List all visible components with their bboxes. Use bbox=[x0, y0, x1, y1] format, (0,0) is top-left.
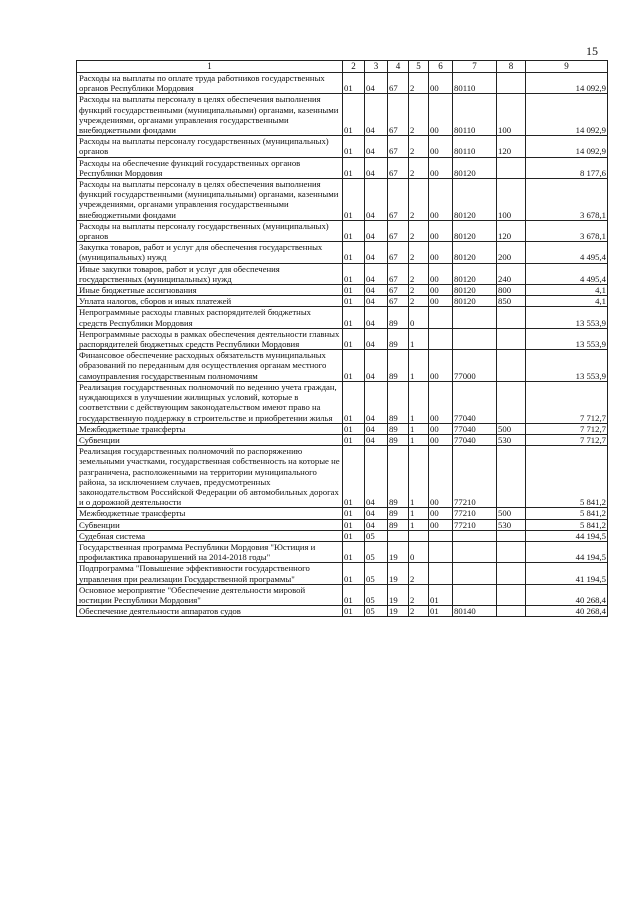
row-code-cell: 01 bbox=[343, 94, 365, 136]
column-header: 4 bbox=[388, 61, 409, 73]
row-code-cell: 77210 bbox=[453, 446, 497, 508]
row-code-cell: 05 bbox=[365, 563, 388, 584]
row-name-cell: Уплата налогов, сборов и иных платежей bbox=[77, 296, 343, 307]
row-code-cell: 01 bbox=[343, 541, 365, 562]
row-code-cell: 01 bbox=[343, 179, 365, 221]
table-row bbox=[77, 584, 608, 605]
row-name-cell: Субвенции bbox=[77, 434, 343, 445]
row-code-cell: 530 bbox=[497, 519, 526, 530]
column-header: 6 bbox=[429, 61, 453, 73]
row-code-cell: 04 bbox=[365, 94, 388, 136]
row-code-cell: 01 bbox=[343, 446, 365, 508]
row-code-cell: 01 bbox=[343, 220, 365, 241]
row-code-cell: 77040 bbox=[453, 423, 497, 434]
row-amount-cell: 5 841,2 bbox=[526, 508, 608, 519]
row-code-cell: 77000 bbox=[453, 350, 497, 382]
row-code-cell: 00 bbox=[429, 423, 453, 434]
row-name-cell: Судебная система bbox=[77, 530, 343, 541]
row-code-cell: 01 bbox=[343, 285, 365, 296]
row-code-cell: 04 bbox=[365, 179, 388, 221]
row-code-cell bbox=[497, 381, 526, 423]
row-amount-cell: 7 712,7 bbox=[526, 434, 608, 445]
row-name-cell: Государственная программа Республики Мордовия "Юстиция и профилактика правонарушений на 2014-2018 годы" bbox=[77, 541, 343, 562]
row-name-cell: Непрограммные расходы главных распорядителей бюджетных средств Республики Мордовия bbox=[77, 307, 343, 328]
row-code-cell: 01 bbox=[343, 307, 365, 328]
row-amount-cell: 14 092,9 bbox=[526, 73, 608, 94]
row-name-cell: Реализация государственных полномочий по распоряжению земельными участками, государственная собственность на которые не разграничена, расположенными на территории муниципального района, за исключением случаев, предусмотренных законодательством Российской Федерации об автомобильных дорогах и о дорожной деятельности bbox=[77, 446, 343, 508]
row-code-cell: 19 bbox=[388, 541, 409, 562]
row-code-cell: 01 bbox=[343, 519, 365, 530]
row-code-cell: 67 bbox=[388, 220, 409, 241]
row-code-cell: 05 bbox=[365, 606, 388, 617]
row-amount-cell: 40 268,4 bbox=[526, 606, 608, 617]
row-code-cell: 01 bbox=[343, 136, 365, 157]
row-code-cell: 80120 bbox=[453, 220, 497, 241]
row-code-cell: 80120 bbox=[453, 157, 497, 178]
table-row bbox=[77, 446, 608, 508]
row-code-cell: 00 bbox=[429, 446, 453, 508]
row-amount-cell: 3 678,1 bbox=[526, 220, 608, 241]
row-amount-cell: 4 495,4 bbox=[526, 263, 608, 284]
row-code-cell bbox=[409, 530, 429, 541]
row-code-cell: 120 bbox=[497, 220, 526, 241]
row-code-cell: 100 bbox=[497, 179, 526, 221]
table-row bbox=[77, 73, 608, 94]
row-code-cell: 1 bbox=[409, 381, 429, 423]
table-row bbox=[77, 179, 608, 221]
row-name-cell: Расходы на выплаты персоналу в целях обеспечения выполнения функций государственными (муниципальными) органами, казенными учреждениями, органами управления государственными внебюджетными фондами bbox=[77, 179, 343, 221]
row-code-cell: 80110 bbox=[453, 94, 497, 136]
row-amount-cell: 14 092,9 bbox=[526, 94, 608, 136]
table-row bbox=[77, 434, 608, 445]
row-code-cell: 2 bbox=[409, 242, 429, 263]
row-code-cell: 00 bbox=[429, 179, 453, 221]
row-code-cell: 0 bbox=[409, 541, 429, 562]
row-code-cell bbox=[453, 563, 497, 584]
row-code-cell: 04 bbox=[365, 157, 388, 178]
row-code-cell: 89 bbox=[388, 328, 409, 349]
row-code-cell: 01 bbox=[343, 263, 365, 284]
column-header: 1 bbox=[77, 61, 343, 73]
row-name-cell: Межбюджетные трансферты bbox=[77, 423, 343, 434]
row-code-cell: 04 bbox=[365, 263, 388, 284]
row-code-cell: 2 bbox=[409, 136, 429, 157]
table-row bbox=[77, 285, 608, 296]
row-code-cell: 67 bbox=[388, 296, 409, 307]
row-code-cell: 04 bbox=[365, 434, 388, 445]
row-code-cell bbox=[453, 307, 497, 328]
row-code-cell: 2 bbox=[409, 94, 429, 136]
row-code-cell bbox=[429, 307, 453, 328]
row-amount-cell: 4,1 bbox=[526, 296, 608, 307]
row-code-cell: 04 bbox=[365, 446, 388, 508]
row-code-cell bbox=[497, 606, 526, 617]
row-code-cell: 1 bbox=[409, 423, 429, 434]
row-code-cell: 00 bbox=[429, 508, 453, 519]
row-code-cell: 67 bbox=[388, 242, 409, 263]
table-row bbox=[77, 242, 608, 263]
row-code-cell: 01 bbox=[343, 73, 365, 94]
row-code-cell: 01 bbox=[343, 530, 365, 541]
column-header: 2 bbox=[343, 61, 365, 73]
column-header: 7 bbox=[453, 61, 497, 73]
row-code-cell bbox=[453, 584, 497, 605]
row-code-cell: 00 bbox=[429, 519, 453, 530]
column-header: 9 bbox=[526, 61, 608, 73]
row-code-cell: 01 bbox=[343, 508, 365, 519]
row-code-cell: 01 bbox=[429, 584, 453, 605]
row-code-cell bbox=[497, 530, 526, 541]
row-code-cell: 77210 bbox=[453, 519, 497, 530]
row-name-cell: Расходы на выплаты персоналу государственных (муниципальных) органов bbox=[77, 136, 343, 157]
row-name-cell: Расходы на выплаты по оплате труда работников государственных органов Республики Мордовия bbox=[77, 73, 343, 94]
row-code-cell: 00 bbox=[429, 381, 453, 423]
row-code-cell: 0 bbox=[409, 307, 429, 328]
row-code-cell: 80140 bbox=[453, 606, 497, 617]
column-header: 8 bbox=[497, 61, 526, 73]
row-code-cell: 01 bbox=[343, 584, 365, 605]
row-code-cell: 04 bbox=[365, 73, 388, 94]
row-code-cell: 00 bbox=[429, 242, 453, 263]
row-code-cell: 2 bbox=[409, 220, 429, 241]
row-code-cell bbox=[429, 541, 453, 562]
table-row bbox=[77, 350, 608, 382]
row-code-cell: 01 bbox=[343, 423, 365, 434]
row-code-cell: 04 bbox=[365, 136, 388, 157]
row-code-cell: 100 bbox=[497, 94, 526, 136]
table-row bbox=[77, 541, 608, 562]
row-code-cell: 2 bbox=[409, 296, 429, 307]
row-amount-cell: 40 268,4 bbox=[526, 584, 608, 605]
row-code-cell: 1 bbox=[409, 519, 429, 530]
row-code-cell: 01 bbox=[343, 381, 365, 423]
row-amount-cell: 44 194,5 bbox=[526, 530, 608, 541]
row-code-cell: 500 bbox=[497, 423, 526, 434]
row-code-cell: 04 bbox=[365, 285, 388, 296]
row-code-cell: 2 bbox=[409, 263, 429, 284]
row-code-cell: 00 bbox=[429, 220, 453, 241]
row-amount-cell: 8 177,6 bbox=[526, 157, 608, 178]
table-header-row bbox=[77, 61, 608, 73]
row-code-cell bbox=[497, 446, 526, 508]
row-code-cell bbox=[429, 563, 453, 584]
row-name-cell: Расходы на выплаты персоналу государственных (муниципальных) органов bbox=[77, 220, 343, 241]
row-code-cell: 2 bbox=[409, 285, 429, 296]
row-code-cell: 80110 bbox=[453, 136, 497, 157]
row-code-cell: 80110 bbox=[453, 73, 497, 94]
row-code-cell: 05 bbox=[365, 584, 388, 605]
table-row bbox=[77, 381, 608, 423]
row-code-cell: 67 bbox=[388, 179, 409, 221]
row-amount-cell: 5 841,2 bbox=[526, 446, 608, 508]
row-code-cell: 80120 bbox=[453, 179, 497, 221]
row-code-cell bbox=[453, 328, 497, 349]
row-name-cell: Расходы на обеспечение функций государственных органов Республики Мордовия bbox=[77, 157, 343, 178]
row-name-cell: Непрограммные расходы в рамках обеспечения деятельности главных распорядителей бюджетных средств Республики Мордовия bbox=[77, 328, 343, 349]
row-code-cell: 04 bbox=[365, 307, 388, 328]
row-code-cell: 19 bbox=[388, 563, 409, 584]
row-code-cell: 67 bbox=[388, 94, 409, 136]
row-code-cell: 04 bbox=[365, 423, 388, 434]
row-amount-cell: 7 712,7 bbox=[526, 381, 608, 423]
row-code-cell: 01 bbox=[429, 606, 453, 617]
row-code-cell: 240 bbox=[497, 263, 526, 284]
row-code-cell bbox=[388, 530, 409, 541]
row-code-cell bbox=[497, 541, 526, 562]
row-code-cell: 01 bbox=[343, 242, 365, 263]
table-row bbox=[77, 563, 608, 584]
row-code-cell: 04 bbox=[365, 220, 388, 241]
row-code-cell: 00 bbox=[429, 136, 453, 157]
row-code-cell: 200 bbox=[497, 242, 526, 263]
row-code-cell: 2 bbox=[409, 179, 429, 221]
row-code-cell: 67 bbox=[388, 136, 409, 157]
row-amount-cell: 14 092,9 bbox=[526, 136, 608, 157]
row-amount-cell: 13 553,9 bbox=[526, 328, 608, 349]
row-code-cell: 2 bbox=[409, 157, 429, 178]
row-code-cell bbox=[453, 541, 497, 562]
row-name-cell: Расходы на выплаты персоналу в целях обеспечения выполнения функций государственными (муниципальными) органами, казенными учреждениями, органами управления государственными внебюджетными фондами bbox=[77, 94, 343, 136]
row-code-cell: 05 bbox=[365, 530, 388, 541]
row-amount-cell: 4 495,4 bbox=[526, 242, 608, 263]
budget-table bbox=[76, 60, 608, 617]
row-code-cell bbox=[453, 530, 497, 541]
row-code-cell bbox=[497, 73, 526, 94]
row-code-cell bbox=[497, 157, 526, 178]
row-code-cell: 00 bbox=[429, 73, 453, 94]
table-row bbox=[77, 530, 608, 541]
row-code-cell: 89 bbox=[388, 508, 409, 519]
row-code-cell: 67 bbox=[388, 263, 409, 284]
row-amount-cell: 13 553,9 bbox=[526, 350, 608, 382]
row-code-cell: 89 bbox=[388, 307, 409, 328]
row-code-cell: 00 bbox=[429, 94, 453, 136]
row-name-cell: Межбюджетные трансферты bbox=[77, 508, 343, 519]
table-row bbox=[77, 423, 608, 434]
page-number: 15 bbox=[586, 44, 598, 58]
row-amount-cell: 5 841,2 bbox=[526, 519, 608, 530]
table-row bbox=[77, 328, 608, 349]
row-code-cell: 80120 bbox=[453, 242, 497, 263]
table-row bbox=[77, 263, 608, 284]
row-code-cell: 89 bbox=[388, 434, 409, 445]
row-code-cell bbox=[497, 350, 526, 382]
row-code-cell: 850 bbox=[497, 296, 526, 307]
row-code-cell: 89 bbox=[388, 519, 409, 530]
row-code-cell: 00 bbox=[429, 434, 453, 445]
row-name-cell: Субвенции bbox=[77, 519, 343, 530]
table-row bbox=[77, 296, 608, 307]
row-code-cell: 89 bbox=[388, 381, 409, 423]
table-row bbox=[77, 519, 608, 530]
row-code-cell bbox=[429, 328, 453, 349]
table-row bbox=[77, 220, 608, 241]
row-code-cell: 04 bbox=[365, 296, 388, 307]
row-amount-cell: 13 553,9 bbox=[526, 307, 608, 328]
row-name-cell: Подпрограмма "Повышение эффективности государственного управления при реализации Государственной программы" bbox=[77, 563, 343, 584]
row-code-cell: 67 bbox=[388, 285, 409, 296]
row-name-cell: Иные бюджетные ассигнования bbox=[77, 285, 343, 296]
table-body bbox=[77, 73, 608, 617]
row-code-cell: 1 bbox=[409, 434, 429, 445]
row-code-cell: 67 bbox=[388, 73, 409, 94]
row-code-cell: 1 bbox=[409, 508, 429, 519]
table-row bbox=[77, 606, 608, 617]
row-code-cell: 89 bbox=[388, 423, 409, 434]
row-code-cell: 1 bbox=[409, 446, 429, 508]
table-row bbox=[77, 307, 608, 328]
row-code-cell: 01 bbox=[343, 328, 365, 349]
row-code-cell: 120 bbox=[497, 136, 526, 157]
row-code-cell: 1 bbox=[409, 328, 429, 349]
row-code-cell: 01 bbox=[343, 350, 365, 382]
row-code-cell: 04 bbox=[365, 508, 388, 519]
row-code-cell: 19 bbox=[388, 584, 409, 605]
row-code-cell: 80120 bbox=[453, 263, 497, 284]
row-name-cell: Закупка товаров, работ и услуг для обеспечения государственных (муниципальных) нужд bbox=[77, 242, 343, 263]
row-code-cell: 01 bbox=[343, 606, 365, 617]
row-code-cell: 2 bbox=[409, 73, 429, 94]
row-code-cell: 800 bbox=[497, 285, 526, 296]
row-code-cell: 04 bbox=[365, 381, 388, 423]
row-code-cell bbox=[429, 530, 453, 541]
row-code-cell: 89 bbox=[388, 446, 409, 508]
row-code-cell: 1 bbox=[409, 350, 429, 382]
table-row bbox=[77, 157, 608, 178]
row-code-cell: 80120 bbox=[453, 285, 497, 296]
table-row bbox=[77, 136, 608, 157]
row-code-cell: 04 bbox=[365, 350, 388, 382]
table-row bbox=[77, 94, 608, 136]
row-amount-cell: 4,1 bbox=[526, 285, 608, 296]
row-code-cell: 00 bbox=[429, 350, 453, 382]
column-header: 3 bbox=[365, 61, 388, 73]
row-name-cell: Реализация государственных полномочий по ведению учета граждан, нуждающихся в улучшении жилищных условий, которые в соответствии с действующим законодательством имеют право на государственную поддержку в строительстве и приобретении жилья bbox=[77, 381, 343, 423]
row-code-cell bbox=[497, 328, 526, 349]
row-code-cell bbox=[497, 307, 526, 328]
row-code-cell: 05 bbox=[365, 541, 388, 562]
row-code-cell: 2 bbox=[409, 563, 429, 584]
row-amount-cell: 3 678,1 bbox=[526, 179, 608, 221]
row-name-cell: Финансовое обеспечение расходных обязательств муниципальных образований по переданным для осуществления органам местного самоуправления государственным полномочиям bbox=[77, 350, 343, 382]
row-name-cell: Основное мероприятие "Обеспечение деятельности мировой юстиции Республики Мордовия" bbox=[77, 584, 343, 605]
row-code-cell: 67 bbox=[388, 157, 409, 178]
row-code-cell: 2 bbox=[409, 606, 429, 617]
table-row bbox=[77, 508, 608, 519]
row-code-cell: 04 bbox=[365, 242, 388, 263]
row-code-cell bbox=[497, 563, 526, 584]
row-code-cell: 04 bbox=[365, 519, 388, 530]
row-code-cell: 00 bbox=[429, 285, 453, 296]
row-code-cell: 00 bbox=[429, 157, 453, 178]
row-amount-cell: 7 712,7 bbox=[526, 423, 608, 434]
row-code-cell: 01 bbox=[343, 434, 365, 445]
row-amount-cell: 44 194,5 bbox=[526, 541, 608, 562]
row-code-cell: 01 bbox=[343, 157, 365, 178]
row-name-cell: Обеспечение деятельности аппаратов судов bbox=[77, 606, 343, 617]
row-code-cell: 2 bbox=[409, 584, 429, 605]
row-name-cell: Иные закупки товаров, работ и услуг для обеспечения государственных (муниципальных) нужд bbox=[77, 263, 343, 284]
row-code-cell: 530 bbox=[497, 434, 526, 445]
row-code-cell: 04 bbox=[365, 328, 388, 349]
row-code-cell: 01 bbox=[343, 296, 365, 307]
row-code-cell: 500 bbox=[497, 508, 526, 519]
column-header: 5 bbox=[409, 61, 429, 73]
row-code-cell: 80120 bbox=[453, 296, 497, 307]
row-code-cell: 77040 bbox=[453, 434, 497, 445]
row-code-cell: 01 bbox=[343, 563, 365, 584]
row-code-cell: 00 bbox=[429, 263, 453, 284]
row-amount-cell: 41 194,5 bbox=[526, 563, 608, 584]
row-code-cell: 77210 bbox=[453, 508, 497, 519]
row-code-cell: 89 bbox=[388, 350, 409, 382]
row-code-cell bbox=[497, 584, 526, 605]
row-code-cell: 19 bbox=[388, 606, 409, 617]
row-code-cell: 77040 bbox=[453, 381, 497, 423]
row-code-cell: 00 bbox=[429, 296, 453, 307]
